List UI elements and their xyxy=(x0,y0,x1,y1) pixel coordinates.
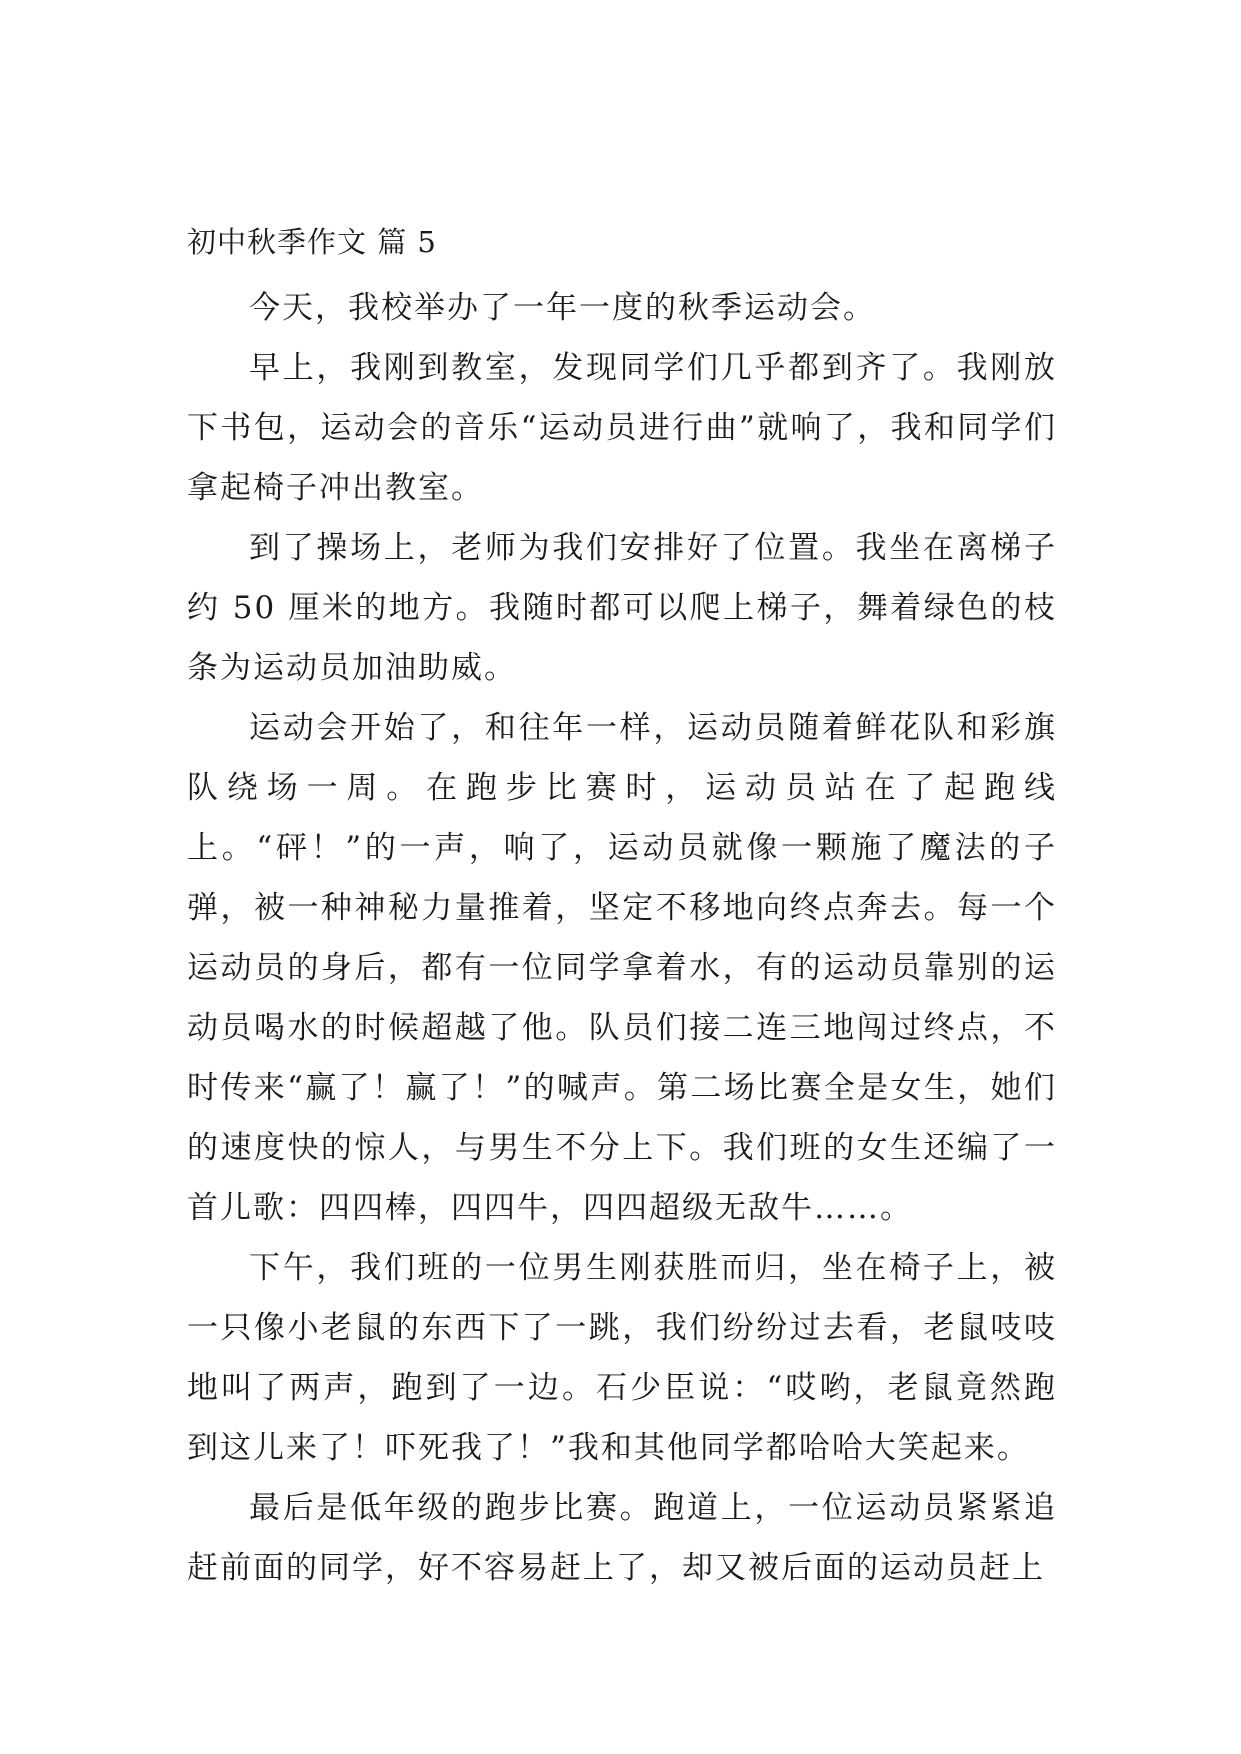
paragraph: 运动会开始了，和往年一样，运动员随着鲜花队和彩旗队绕场一周。在跑步比赛时，运动员站在了起跑线上。“砰！”的一声，响了，运动员就像一颗施了魔法的子弹，被一种神秘力量推着，坚定不移地向终点奔去。每一个运动员的身后，都有一位同学拿着水，有的运动员靠别的运动员喝水的时候超越了他。队员们接二连三地闯过终点，不时传来“赢了！赢了！”的喊声。第二场比赛全是女生，她们的速度快的惊人，与男生不分上下。我们班的女生还编了一首儿歌：四四棒，四四牛，四四超级无敌牛……。 xyxy=(187,710,1057,1226)
essay-body xyxy=(187,278,1057,1598)
essay-title: 初中秋季作文 篇 5 xyxy=(187,225,437,259)
paragraph: 到了操场上，老师为我们安排好了位置。我坐在离梯子约 50 厘米的地方。我随时都可以爬上梯子，舞着绿色的枝条为运动员加油助威。 xyxy=(187,530,1057,686)
paragraph: 下午，我们班的一位男生刚获胜而归，坐在椅子上，被一只像小老鼠的东西下了一跳，我们纷纷过去看，老鼠吱吱地叫了两声，跑到了一边。石少臣说：“哎哟，老鼠竟然跑到这儿来了！吓死我了！”我和其他同学都哈哈大笑起来。 xyxy=(187,1250,1057,1466)
paragraph: 早上，我刚到教室，发现同学们几乎都到齐了。我刚放下书包，运动会的音乐“运动员进行曲”就响了，我和同学们拿起椅子冲出教室。 xyxy=(187,350,1057,506)
paragraph: 今天，我校举办了一年一度的秋季运动会。 xyxy=(249,290,876,326)
paragraph: 最后是低年级的跑步比赛。跑道上，一位运动员紧紧追赶前面的同学，好不容易赶上了，却又被后面的运动员赶上 xyxy=(187,1490,1057,1586)
